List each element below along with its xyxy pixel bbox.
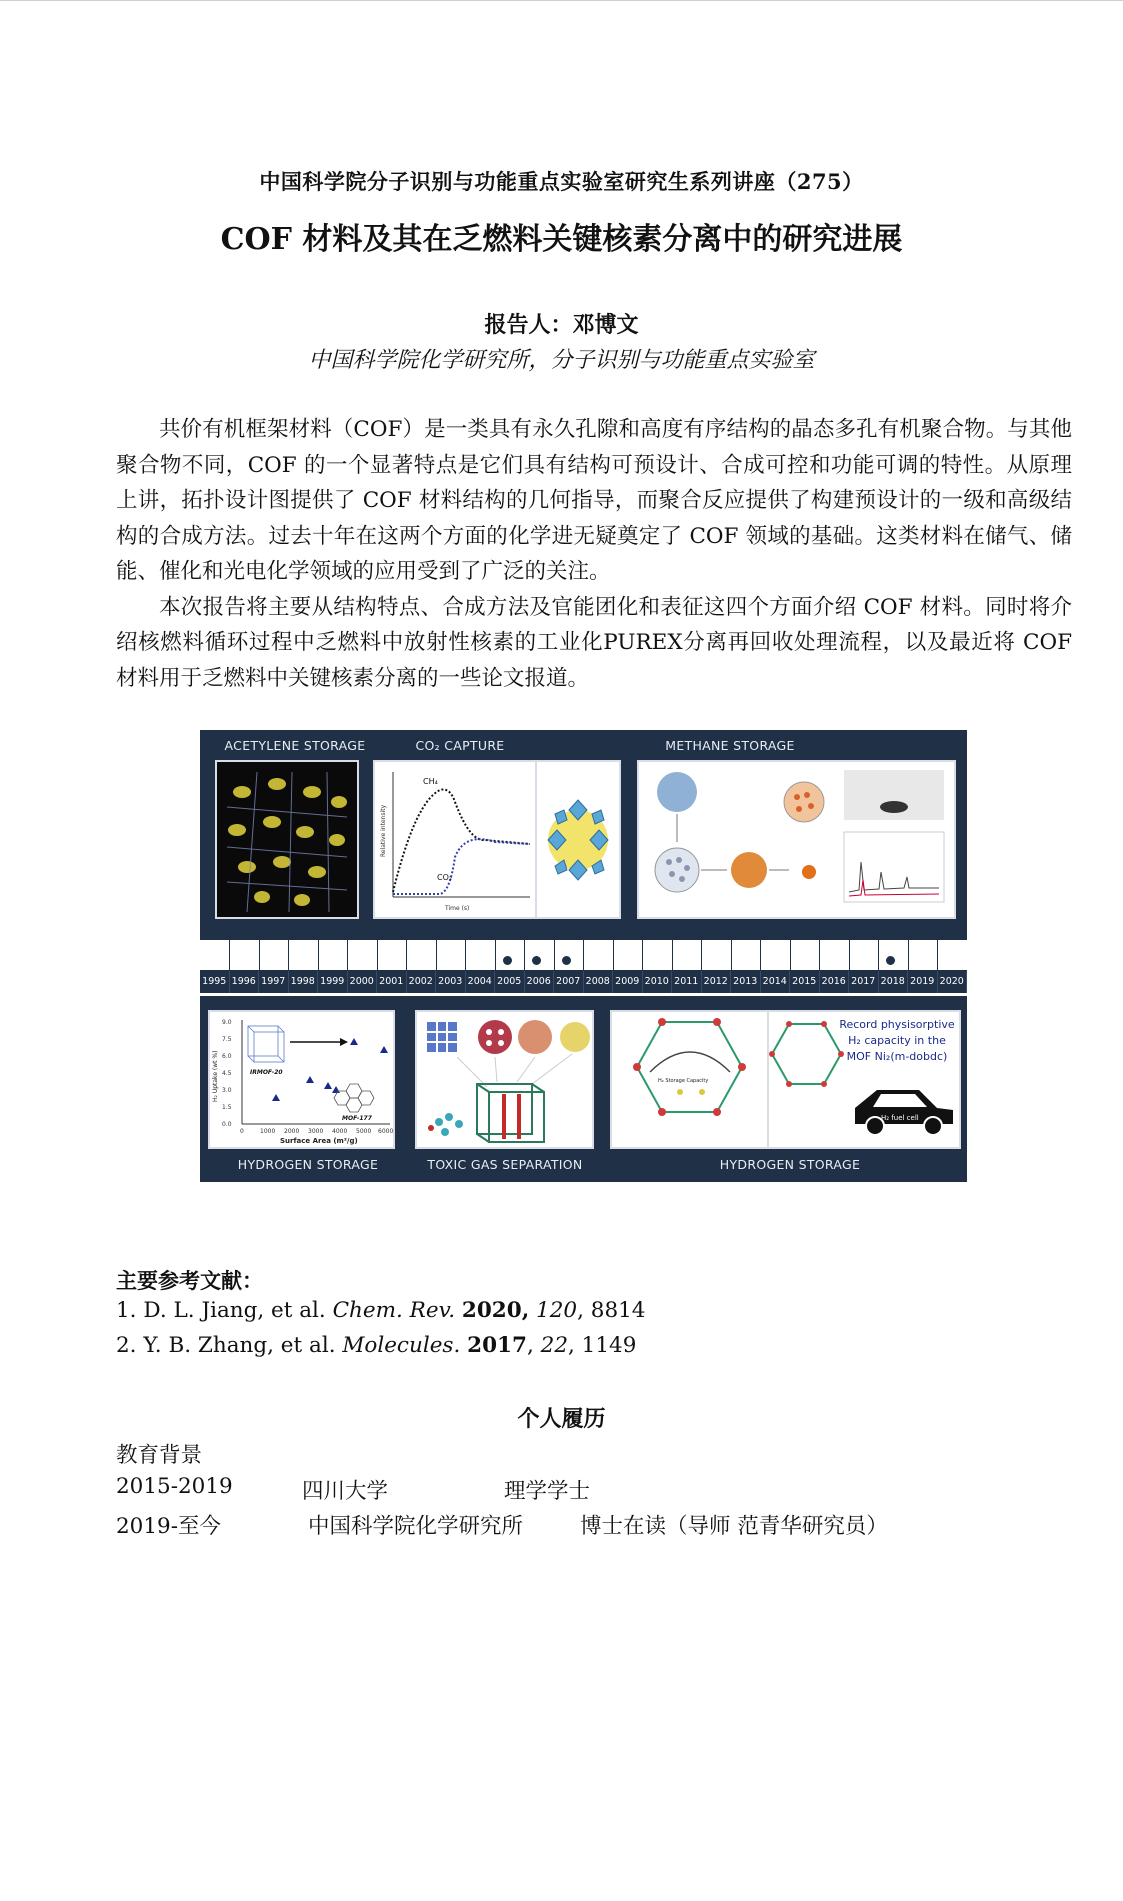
label-methane-storage: METHANE STORAGE xyxy=(665,738,795,753)
h2-xtick: 2000 xyxy=(284,1128,300,1135)
timeline-marker-2005 xyxy=(503,956,512,965)
timeline-year: 1995 xyxy=(200,971,230,993)
abstract-paragraph-2: 本次报告将主要从结构特点、合成方法及官能团化和表征这四个方面介绍 COF 材料。同时将介绍核燃料循环过程中乏燃料中放射性核素的工业化PUREX分离再回收处理流程，以及最近将 COF 材料用于乏燃料中关键核素分离的一些论文报道。 xyxy=(116,594,1072,691)
timeline-tick xyxy=(701,940,702,970)
record-text-line-2: H₂ capacity in the xyxy=(848,1034,946,1047)
co2-plot-ylabel: Relative intensity xyxy=(380,804,387,857)
hydrogen-framework-panel xyxy=(610,1010,769,1149)
co2-framework-panel xyxy=(535,760,621,919)
timeline-year: 2008 xyxy=(584,971,614,993)
ref-num: 2. xyxy=(116,1333,137,1358)
timeline-year: 2010 xyxy=(643,971,673,993)
timeline xyxy=(200,940,967,996)
ch4-label: CH₄ xyxy=(423,777,438,786)
timeline-year: 2011 xyxy=(672,971,702,993)
abstract xyxy=(116,412,1072,696)
h2-xtick: 6000 xyxy=(378,1128,393,1135)
ref-volume: 120 xyxy=(536,1298,578,1323)
h2-capacity-label: H₂ Storage Capacity xyxy=(658,1078,709,1084)
reference-1 xyxy=(116,1298,645,1323)
fuel-cell-label: H₂ fuel cell xyxy=(881,1114,919,1122)
h2-xtick: 0 xyxy=(240,1128,244,1135)
education-heading: 教育背景 xyxy=(116,1443,203,1468)
timeline-tick xyxy=(760,940,761,970)
timeline-year: 1999 xyxy=(318,971,348,993)
h2-ytick: 4.5 xyxy=(222,1070,232,1077)
methane-storage-panel xyxy=(637,760,956,919)
timeline-marker-2018 xyxy=(886,956,895,965)
timeline-tick xyxy=(495,940,496,970)
timeline-year: 2014 xyxy=(761,971,791,993)
h2-xtick: 1000 xyxy=(260,1128,276,1135)
education-row xyxy=(116,1509,1016,1539)
acetylene-structure-panel xyxy=(215,760,359,919)
methane-storage-diagram xyxy=(639,762,954,917)
timeline-tick xyxy=(613,940,614,970)
hydrogen-framework-image xyxy=(612,1012,767,1147)
label-hydrogen-storage-1: HYDROGEN STORAGE xyxy=(237,1157,379,1172)
timeline-tick xyxy=(377,940,378,970)
record-h2-capacity-panel xyxy=(767,1010,961,1149)
timeline-year: 1998 xyxy=(289,971,319,993)
timeline-year: 2006 xyxy=(525,971,555,993)
ref-journal: Molecules. xyxy=(342,1333,461,1358)
h2-ytick: 1.5 xyxy=(222,1104,232,1111)
edu-degree: 博士在读（导师 范青华研究员） xyxy=(580,1514,888,1539)
timeline-year: 2003 xyxy=(436,971,466,993)
timeline-year: 2020 xyxy=(938,971,968,993)
ref-year: 2017 xyxy=(467,1333,527,1358)
edu-years: 2019-至今 xyxy=(116,1514,221,1539)
resume-heading: 个人履历 xyxy=(517,1406,606,1432)
timeline-year: 2001 xyxy=(377,971,407,993)
acetylene-structure-image xyxy=(217,762,357,917)
ref-journal: Chem. Rev. xyxy=(332,1298,456,1323)
timeline-tick xyxy=(318,940,319,970)
timeline-tick xyxy=(229,940,230,970)
timeline-tick xyxy=(908,940,909,970)
co2-breakthrough-plot xyxy=(375,762,535,917)
timeline-year: 2015 xyxy=(790,971,820,993)
reference-2: 2. Y. B. Zhang, et al. Molecules. 2017, 22, 1149 xyxy=(116,1333,637,1358)
h2-plot-ylabel: H₂ Uptake (wt %) xyxy=(212,1050,219,1102)
ref-num: 1. xyxy=(116,1298,137,1323)
h2-xtick: 4000 xyxy=(332,1128,348,1135)
timeline-year: 2004 xyxy=(466,971,496,993)
edu-degree: 理学学士 xyxy=(504,1479,591,1504)
references-heading: 主要参考文献： xyxy=(116,1268,263,1293)
toxic-gas-separation-image xyxy=(417,1012,592,1147)
timeline-tick xyxy=(554,940,555,970)
record-text-line-3: MOF Ni₂(m-dobdc) xyxy=(846,1050,948,1063)
lecture-title: COF 材料及其在乏燃料关键核素分离中的研究进展 xyxy=(220,222,903,257)
label-acetylene-storage: ACETYLENE STORAGE xyxy=(224,738,366,753)
timeline-year: 1996 xyxy=(230,971,260,993)
timeline-year: 2012 xyxy=(702,971,732,993)
h2-xtick: 3000 xyxy=(308,1128,324,1135)
h2-ytick: 3.0 xyxy=(222,1087,232,1094)
label-toxic-gas-separation: TOXIC GAS SEPARATION xyxy=(427,1157,583,1172)
ref-authors: Y. B. Zhang, et al. xyxy=(143,1333,336,1358)
hydrogen-uptake-plot-panel xyxy=(208,1010,395,1149)
timeline-tick xyxy=(849,940,850,970)
timeline-tick xyxy=(731,940,732,970)
h2-ytick: 7.5 xyxy=(222,1036,232,1043)
ref-pages: , 1149 xyxy=(568,1333,637,1358)
timeline-tick xyxy=(347,940,348,970)
timeline-tick xyxy=(642,940,643,970)
timeline-tick xyxy=(259,940,260,970)
timeline-years xyxy=(200,971,967,993)
timeline-marker-2007 xyxy=(562,956,571,965)
edu-school: 中国科学院化学研究所 xyxy=(308,1514,524,1539)
top-rule xyxy=(0,0,1123,1)
timeline-year: 2017 xyxy=(849,971,879,993)
h2-ytick: 0.0 xyxy=(222,1121,232,1128)
car-icon xyxy=(855,1090,953,1135)
edu-years: 2015-2019 xyxy=(116,1474,233,1499)
irmof-label: IRMOF-20 xyxy=(250,1069,283,1076)
education-row xyxy=(116,1474,1016,1504)
co2-capture-plot-panel xyxy=(373,760,537,919)
ref-volume: 22 xyxy=(540,1333,569,1358)
abstract-paragraph-1: 共价有机框架材料（COF）是一类具有永久孔隙和高度有序结构的晶态多孔有机聚合物。与其他聚合物不同，COF 的一个显著特点是它们具有结构可预设计、合成可控和功能可调的特性。从原理上讲，拓扑设计图提供了 COF 材料结构的几何指导，而聚合反应提供了构建预设计的一级和高级结构的合成方法。过去十年在这两个方面的化学进无疑奠定了 COF 领域的基础。这类材料在储气、储能、催化和光电化学领域的应用受到了广泛的关注。 xyxy=(116,417,1072,584)
timeline-tick xyxy=(288,940,289,970)
h2-ytick: 9.0 xyxy=(222,1019,232,1026)
timeline-marker-2006 xyxy=(532,956,541,965)
ref-authors: D. L. Jiang, et al. xyxy=(143,1298,326,1323)
timeline-year: 2018 xyxy=(879,971,909,993)
label-hydrogen-storage-2: HYDROGEN STORAGE xyxy=(719,1157,861,1172)
timeline-tick xyxy=(878,940,879,970)
timeline-tick xyxy=(672,940,673,970)
h2-plot-xlabel: Surface Area (m²/g) xyxy=(280,1137,358,1145)
speaker-affiliation: 中国科学院化学研究所，分子识别与功能重点实验室 xyxy=(308,348,815,373)
timeline-tick xyxy=(819,940,820,970)
timeline-tick xyxy=(436,940,437,970)
h2-xtick: 5000 xyxy=(356,1128,372,1135)
timeline-year: 2005 xyxy=(495,971,525,993)
timeline-tick xyxy=(465,940,466,970)
timeline-year: 2019 xyxy=(908,971,938,993)
timeline-year: 2007 xyxy=(554,971,584,993)
edu-school: 四川大学 xyxy=(302,1479,389,1504)
timeline-tick xyxy=(937,940,938,970)
lecture-series: 中国科学院分子识别与功能重点实验室研究生系列讲座（275） xyxy=(259,169,864,194)
timeline-year: 2016 xyxy=(820,971,850,993)
timeline-year: 2013 xyxy=(731,971,761,993)
timeline-year: 2002 xyxy=(407,971,437,993)
label-co2-capture: CO₂ CAPTURE xyxy=(415,738,505,753)
timeline-year: 1997 xyxy=(259,971,289,993)
cof-applications-figure xyxy=(200,730,967,1182)
mof-177-label: MOF-177 xyxy=(342,1115,372,1122)
h2-ytick: 6.0 xyxy=(222,1053,232,1060)
record-text-line-1: Record physisorptive xyxy=(839,1018,955,1031)
ref-pages: , 8814 xyxy=(577,1298,646,1323)
timeline-year: 2009 xyxy=(613,971,643,993)
co2-label: CO₂ xyxy=(437,873,453,882)
timeline-year: 2000 xyxy=(348,971,378,993)
ref-year: 2020, xyxy=(461,1298,530,1323)
timeline-tick xyxy=(790,940,791,970)
speaker-name: 报告人：邓博文 xyxy=(484,312,639,338)
co2-plot-xlabel: Time (s) xyxy=(445,905,470,912)
co2-framework-image xyxy=(537,762,619,917)
timeline-tick xyxy=(524,940,525,970)
toxic-gas-separation-panel xyxy=(415,1010,594,1149)
hydrogen-uptake-plot xyxy=(210,1012,393,1147)
record-h2-capacity-image xyxy=(769,1012,959,1147)
timeline-tick xyxy=(406,940,407,970)
timeline-tick xyxy=(583,940,584,970)
